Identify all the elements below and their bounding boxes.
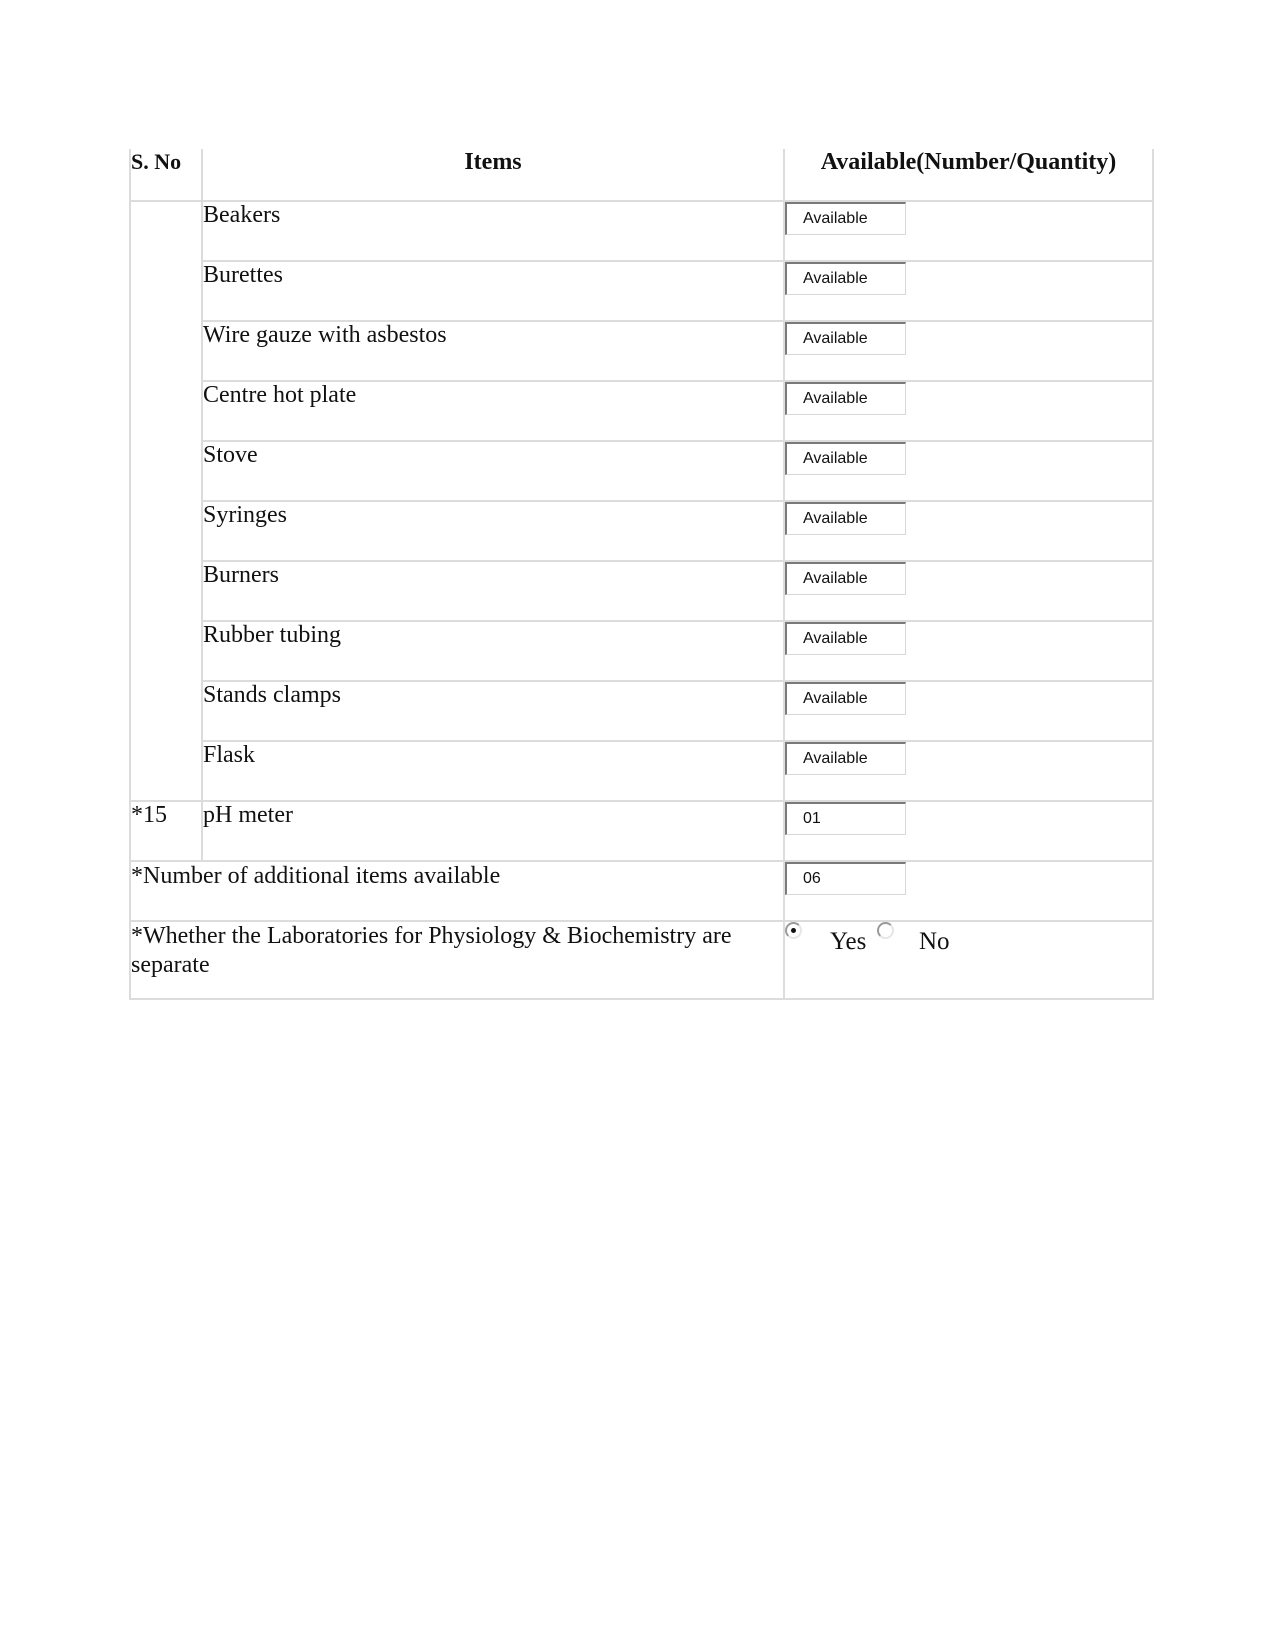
no-label: No	[919, 928, 950, 955]
availability-input[interactable]: Available	[785, 562, 906, 595]
availability-input[interactable]: Available	[785, 502, 906, 535]
available-cell	[784, 861, 1153, 921]
availability-input[interactable]: Available	[785, 742, 906, 775]
available-cell	[784, 201, 1153, 261]
additional-items-input[interactable]: 06	[785, 862, 906, 895]
available-header: Available(Number/Quantity)	[784, 149, 1153, 201]
table-row	[130, 261, 1153, 321]
item-name: Beakers	[202, 201, 784, 261]
available-cell	[784, 561, 1153, 621]
item-name: Centre hot plate	[202, 381, 784, 441]
table-row	[130, 501, 1153, 561]
table-row	[130, 201, 1153, 261]
available-cell	[784, 441, 1153, 501]
sno-header: S. No	[130, 149, 202, 201]
ph-meter-quantity-input[interactable]: 01	[785, 802, 906, 835]
availability-input[interactable]: Available	[785, 322, 906, 355]
available-cell	[784, 261, 1153, 321]
item-name: pH meter	[202, 801, 784, 861]
item-name: Syringes	[202, 501, 784, 561]
item-name: Flask	[202, 741, 784, 801]
available-cell	[784, 681, 1153, 741]
available-cell	[784, 741, 1153, 801]
availability-input[interactable]: Available	[785, 622, 906, 655]
additional-items-label: *Number of additional items available	[130, 861, 784, 921]
table-row	[130, 741, 1153, 801]
no-radio-button[interactable]	[877, 922, 894, 939]
available-cell	[784, 321, 1153, 381]
item-name: Wire gauze with asbestos	[202, 321, 784, 381]
table-row	[130, 681, 1153, 741]
header-row	[130, 149, 1153, 201]
table-row	[130, 441, 1153, 501]
table-row	[130, 321, 1153, 381]
table-row	[130, 561, 1153, 621]
additional-items-row	[130, 861, 1153, 921]
available-cell	[784, 381, 1153, 441]
table-row	[130, 381, 1153, 441]
item-name: Burners	[202, 561, 784, 621]
available-cell	[784, 501, 1153, 561]
availability-input[interactable]: Available	[785, 682, 906, 715]
item-name: Rubber tubing	[202, 621, 784, 681]
yes-radio-button[interactable]	[785, 922, 802, 939]
item-name: Stove	[202, 441, 784, 501]
sno-cell-blank	[130, 201, 202, 801]
separate-labs-row	[130, 921, 1153, 999]
separate-labs-label: *Whether the Laboratories for Physiology & Biochemistry are separate	[130, 921, 784, 999]
ph-meter-row	[130, 801, 1153, 861]
items-header: Items	[202, 149, 784, 201]
sno-cell: *15	[130, 801, 202, 861]
separate-labs-options	[784, 921, 1153, 999]
available-cell	[784, 621, 1153, 681]
item-name: Stands clamps	[202, 681, 784, 741]
availability-input[interactable]: Available	[785, 262, 906, 295]
yes-label: Yes	[830, 928, 867, 955]
availability-input[interactable]: Available	[785, 202, 906, 235]
laboratory-equipment-table	[129, 149, 1154, 1000]
table-row	[130, 621, 1153, 681]
available-cell	[784, 801, 1153, 861]
availability-input[interactable]: Available	[785, 442, 906, 475]
item-name: Burettes	[202, 261, 784, 321]
yes-no-radio-group	[785, 922, 1152, 962]
availability-input[interactable]: Available	[785, 382, 906, 415]
